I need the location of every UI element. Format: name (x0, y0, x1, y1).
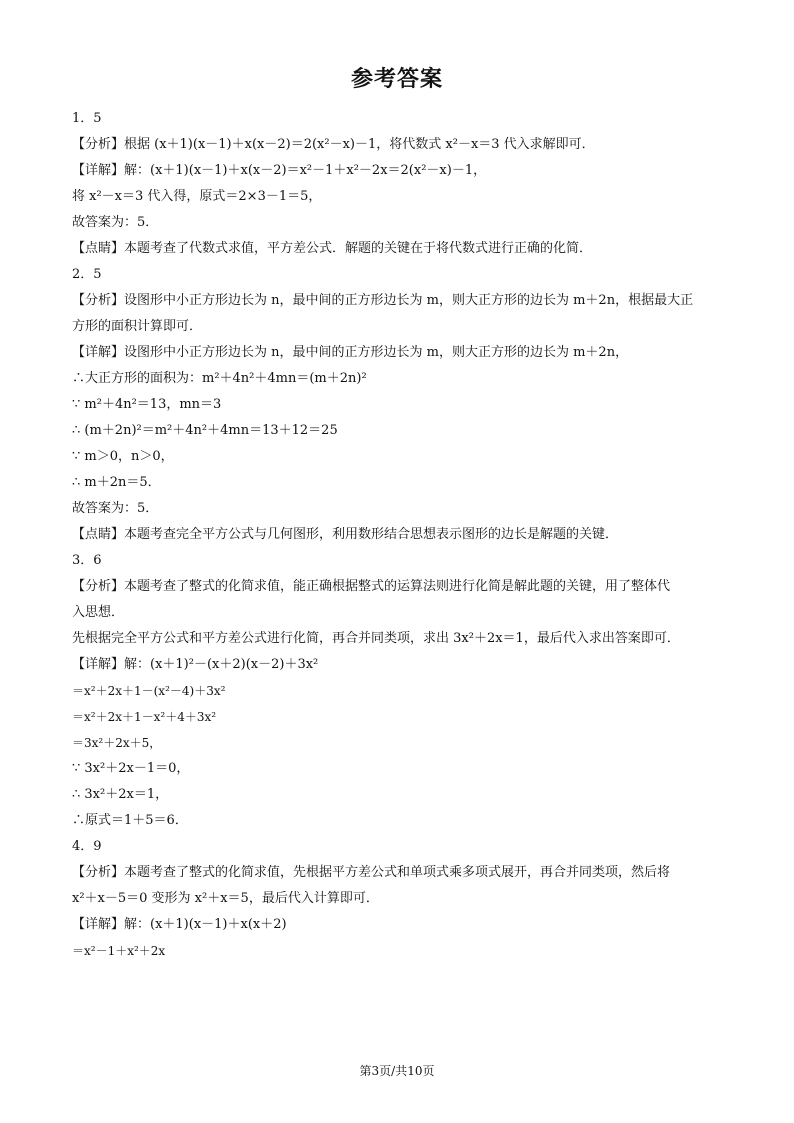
q2-analysis-line2: 方形的面积计算即可． (72, 319, 203, 334)
q2-step-compute: ∴ (m＋2n)²＝m²＋4n²＋4mn＝13＋12＝25 (72, 423, 338, 438)
page-footer: 第3页/共10页 (359, 1064, 435, 1078)
q4-solution: 【详解】解：(x＋1)(x－1)＋x(x＋2) (72, 917, 287, 932)
q1-comment: 【点睛】本题考查了代数式求值，平方差公式．解题的关键在于将代数式进行正确的化简． (72, 241, 593, 256)
q2-step-positive: ∵ m＞0，n＞0， (72, 449, 174, 464)
q2-analysis-line1: 【分析】设图形中小正方形边长为 n，最中间的正方形边长为 m，则大正方形的边长为 m＋2n，根据最大正 (72, 293, 694, 308)
q3-solution: 【详解】解：(x＋1)²－(x＋2)(x－2)＋3x² (72, 657, 319, 672)
q1-answer: 故答案为：5． (72, 215, 159, 230)
q2-step-area: ∴大正方形的面积为：m²＋4n²＋4mn＝(m＋2n)² (72, 371, 367, 386)
q3-step-result: ∴原式＝1＋5＝6． (72, 813, 188, 828)
question-3-header: 3．6 (72, 553, 102, 568)
q3-step-3: ＝3x²＋2x＋5， (72, 736, 162, 750)
q4-analysis-line1: 【分析】本题考查了整式的化简求值，先根据平方差公式和单项式乘多项式展开，再合并同类项，然后将 (72, 865, 671, 880)
q3-step-2: ＝x²＋2x＋1－x²＋4＋3x² (72, 710, 217, 724)
q3-analysis-line1: 【分析】本题考查了整式的化简求值，能正确根据整式的运算法则进行化简是解此题的关键，用了整体代 (72, 579, 671, 594)
answer-content (72, 106, 732, 964)
q3-analysis-line2: 入思想． (72, 605, 125, 620)
q2-solution: 【详解】设图形中小正方形边长为 n，最中间的正方形边长为 m，则大正方形的边长为 m＋2n， (72, 345, 629, 360)
q4-step-1: ＝x²－1＋x²＋2x (72, 944, 166, 958)
question-1-header: 1．5 (72, 111, 102, 126)
q2-step-result: ∴ m＋2n＝5． (72, 475, 161, 490)
page-title: 参考答案 (350, 67, 443, 92)
q2-answer: 故答案为：5． (72, 501, 159, 516)
q3-step-derived: ∴ 3x²＋2x＝1， (72, 787, 169, 802)
q3-step-1: ＝x²＋2x＋1－(x²－4)＋3x² (72, 684, 226, 698)
question-2-header: 2．5 (72, 267, 102, 282)
q1-analysis: 【分析】根据 (x＋1)(x－1)＋x(x－2)＝2(x²－x)－1，将代数式 x²－x＝3 代入求解即可． (72, 137, 595, 152)
q1-solution: 【详解】解：(x＋1)(x－1)＋x(x－2)＝x²－1＋x²－2x＝2(x²－x)－1， (72, 163, 487, 178)
q3-step-given: ∵ 3x²＋2x－1＝0， (72, 761, 190, 776)
q3-analysis-line3: 先根据完全平方公式和平方差公式进行化简，再合并同类项，求出 3x²＋2x＝1，最后代入求出答案即可． (72, 631, 680, 646)
q2-step-given: ∵ m²＋4n²＝13，mn＝3 (72, 397, 222, 412)
q2-comment: 【点睛】本题考查完全平方公式与几何图形，利用数形结合思想表示图形的边长是解题的关键． (72, 527, 619, 542)
q1-substitute: 将 x²－x＝3 代入得，原式＝2×3－1＝5， (72, 189, 322, 204)
q4-analysis-line2: x²＋x－5＝0 变形为 x²＋x＝5，最后代入计算即可． (72, 891, 379, 906)
question-4-header: 4．9 (72, 839, 102, 854)
